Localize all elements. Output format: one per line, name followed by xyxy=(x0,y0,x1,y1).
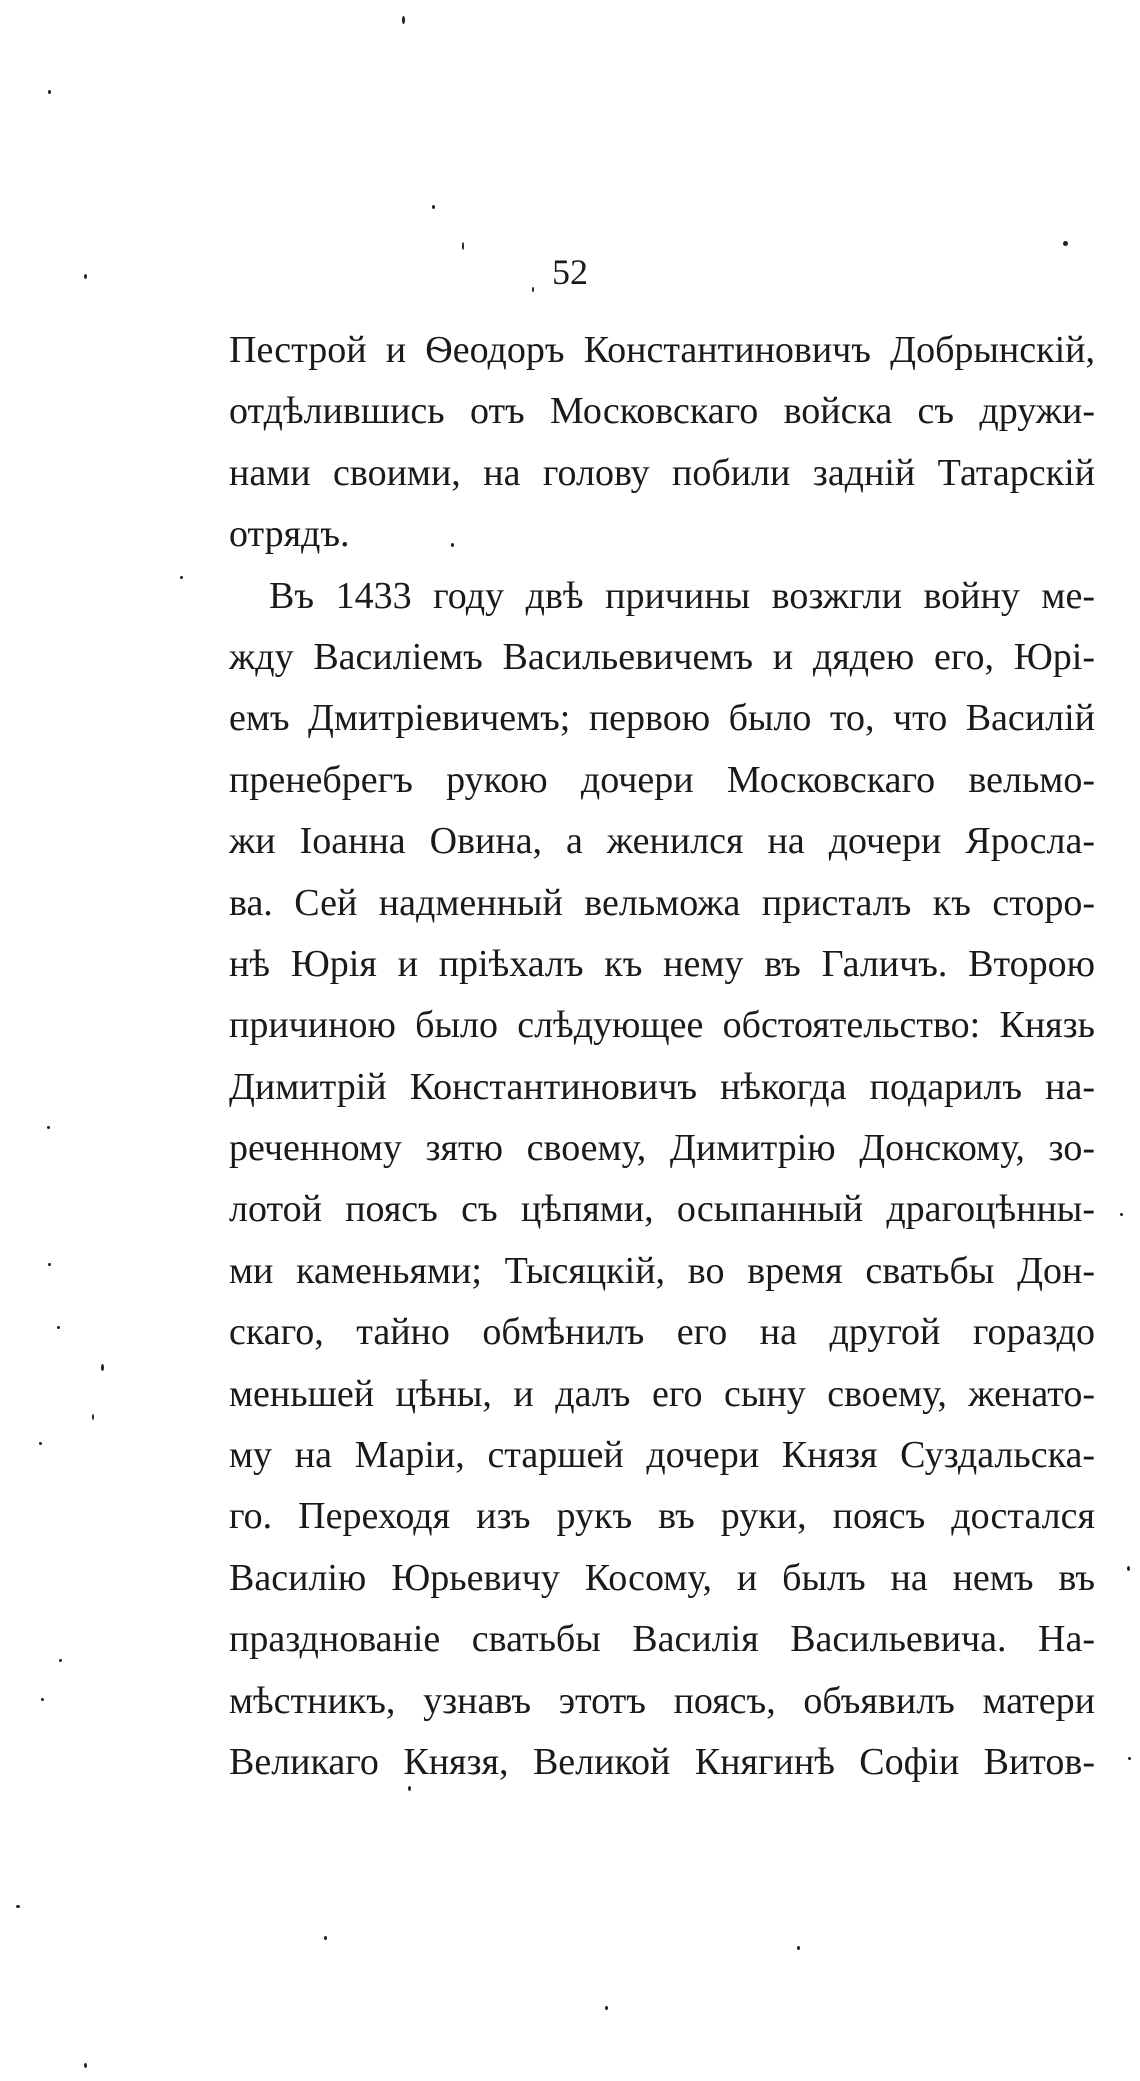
text-line: му на Маріи, старшей дочери Князя Суздальска- xyxy=(229,1434,1095,1477)
text-line: Димитрій Константиновичъ нѣкогда подарилъ на- xyxy=(229,1065,1095,1108)
scan-speck xyxy=(797,1946,800,1950)
scan-speck xyxy=(84,2063,87,2068)
text-line: жду Василіемъ Васильевичемъ и дядею его, Юрі- xyxy=(229,635,1095,678)
scan-speck xyxy=(532,287,534,292)
scan-speck xyxy=(41,1698,44,1701)
scan-speck xyxy=(48,1263,51,1266)
scan-speck xyxy=(59,1659,62,1662)
scan-speck xyxy=(451,543,454,547)
text-line: емъ Дмитріевичемъ; первою было то, что Василій xyxy=(229,697,1095,740)
text-line: ва. Сей надменный вельможа присталъ къ сторо- xyxy=(229,881,1095,924)
scan-speck xyxy=(180,576,183,579)
scan-speck xyxy=(47,1126,50,1129)
scan-speck xyxy=(48,90,51,94)
text-line: мѣстникъ, узнавъ этотъ поясъ, объявилъ матери xyxy=(229,1679,1095,1722)
text-line: Пестрой и Ѳеодоръ Константиновичъ Добрынскій, xyxy=(229,329,1095,371)
text-line: жи Іоанна Овина, а женился на дочери Яросла- xyxy=(229,820,1095,863)
scan-speck xyxy=(101,1364,104,1371)
text-line: лотой поясъ съ цѣпями, осыпанный драгоцѣнны- xyxy=(229,1188,1095,1231)
text-line: пренебрегъ рукою дочери Московскаго вельмо- xyxy=(229,758,1095,801)
text-line: Василію Юрьевичу Косому, и былъ на немъ въ xyxy=(229,1556,1095,1599)
scan-speck xyxy=(605,2006,608,2010)
scan-speck xyxy=(1120,1213,1123,1216)
scan-speck xyxy=(324,1936,327,1940)
scan-speck xyxy=(92,1414,94,1420)
scan-speck xyxy=(57,1326,60,1329)
text-line: Въ 1433 году двѣ причины возжгли войну ме- xyxy=(269,574,1095,617)
text-line: отдѣлившись отъ Московскаго войска съ дружи- xyxy=(229,390,1095,433)
scan-speck xyxy=(1127,1566,1130,1571)
text-line: го. Переходя изъ рукъ въ руки, поясъ достался xyxy=(229,1495,1095,1538)
text-line: причиною было слѣдующее обстоятельство: Князь xyxy=(229,1004,1095,1047)
text-line: нѣ Юрія и пріѣхалъ къ нему въ Галичъ. Второю xyxy=(229,942,1095,985)
body-text xyxy=(229,320,1095,1793)
scan-speck xyxy=(432,205,435,209)
scan-speck xyxy=(1128,1757,1131,1760)
scan-speck xyxy=(462,242,464,250)
scan-speck xyxy=(408,1786,411,1791)
scan-speck xyxy=(84,274,87,279)
scan-speck xyxy=(39,1442,42,1445)
text-line: отрядъ. xyxy=(229,513,350,556)
text-line: нами своими, на голову побили задній Татарскій xyxy=(229,451,1095,494)
scan-speck xyxy=(16,1905,20,1908)
text-line: меньшей цѣны, и далъ его сыну своему, женато- xyxy=(229,1372,1095,1415)
text-line: реченному зятю своему, Димитрію Донскому, зо- xyxy=(229,1127,1095,1170)
page-number: 52 xyxy=(552,252,588,292)
text-line: скаго, тайно обмѣнилъ его на другой гораздо xyxy=(229,1311,1095,1354)
text-line: Великаго Князя, Великой Княгинѣ Софіи Витов- xyxy=(229,1740,1095,1783)
text-line: ми каменьями; Тысяцкій, во время сватьбы Дон- xyxy=(229,1249,1095,1292)
scan-speck xyxy=(402,16,405,24)
text-line: празднованіе сватьбы Василія Васильевича. На- xyxy=(229,1618,1095,1661)
scan-speck xyxy=(1063,241,1068,246)
